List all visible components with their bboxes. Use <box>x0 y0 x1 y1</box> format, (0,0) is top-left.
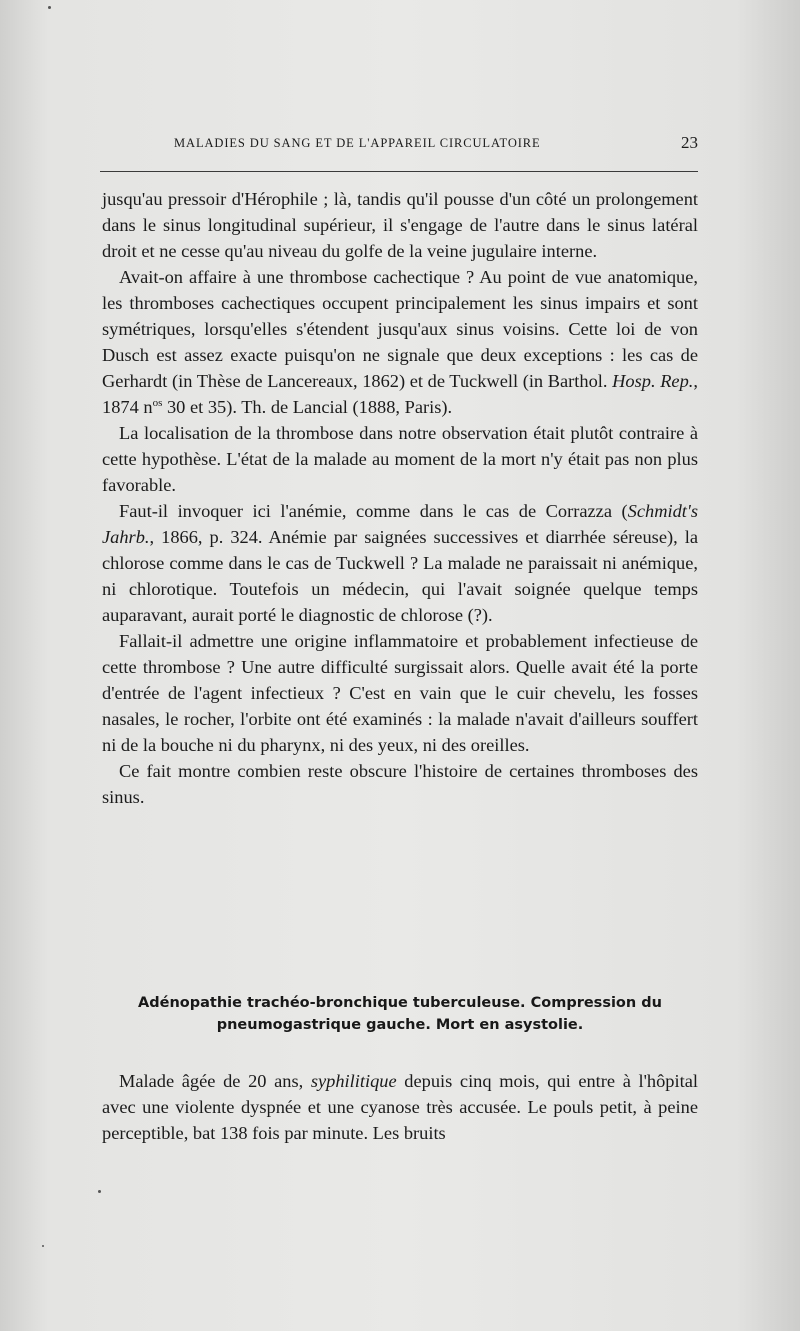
text-run: jusqu'au pressoir d'Hérophile ; là, tandis qu'il pousse d'un côté un prolongement dans le sinus longitudinal supérieur, il s'engage de l'autre dans le sinus latéral droit et ne cesse qu'au niveau du golfe de la veine jugulaire interne. <box>102 189 698 261</box>
text-run: , 1874 n <box>102 371 698 417</box>
running-title: MALADIES DU SANG ET DE L'APPAREIL CIRCULATOIRE <box>174 136 541 150</box>
body-paragraph <box>102 420 698 498</box>
body-paragraph <box>102 628 698 758</box>
text-run: Faut-il invoquer ici l'anémie, comme dans le cas de Corrazza ( <box>119 501 628 521</box>
page-number: 23 <box>681 133 698 152</box>
body-paragraph <box>102 186 698 264</box>
superscript-text: os <box>152 396 163 409</box>
italic-text: syphilitique <box>310 1071 397 1091</box>
section-title-line-2: pneumogastrique gauche. Mort en asystolie. <box>216 1017 584 1033</box>
observation-paragraph <box>102 1068 698 1146</box>
body-paragraph <box>102 264 698 420</box>
body-paragraph <box>102 498 698 628</box>
text-run: depuis cinq mois, qui entre à l'hôpital avec une violente dyspnée et une cyanose très accusée. Le pouls petit, à peine perceptible, bat 138 fois par minute. Les bruits <box>102 1071 698 1143</box>
body-text <box>102 186 698 810</box>
section-title <box>102 992 698 1036</box>
italic-text: Hosp. Rep. <box>612 371 694 391</box>
paper-speck <box>98 1190 101 1193</box>
text-run: Avait-on affaire à une thrombose cachectique ? Au point de vue anatomique, les thromboses cachectiques occupent principalement les sinus impairs et sont symétriques, lorsqu'elles s'étendent jusqu'aux sinus voisins. Cette loi de von Dusch est assez exacte puisqu'on ne signale que deux exceptions : les cas de Gerhardt (in Thèse de Lancereaux, 1862) et de Tuckwell (in Barthol. <box>102 267 698 391</box>
body-paragraph <box>102 758 698 810</box>
paper-speck <box>42 1245 44 1247</box>
observation-text <box>102 1068 698 1146</box>
text-run: , 1866, p. 324. Anémie par saignées successives et diarrhée séreuse), la chlorose comme dans le cas de Tuckwell ? La malade ne paraissait ni anémique, ni chlorotique. Toutefois un médecin, qui l'avait soignée quelque temps auparavant, aurait porté le diagnostic de chlorose (?). <box>102 527 698 625</box>
text-run: Fallait-il admettre une origine inflammatoire et probablement infectieuse de cette thrombose ? Une autre difficulté surgissait alors. Quelle avait été la porte d'entrée de l'agent infectieux ? C'est en vain que le cuir chevelu, les fosses nasales, le rocher, l'orbite ont été examinés : la malade n'avait d'ailleurs souffert ni de la bouche ni du pharynx, ni des yeux, ni des oreilles. <box>102 631 698 755</box>
italic-text: Schmidt's Jahrb. <box>102 501 698 547</box>
page-header <box>102 133 698 159</box>
text-run: Ce fait montre combien reste obscure l'histoire de certaines thromboses des sinus. <box>102 761 698 807</box>
text-run: La localisation de la thrombose dans notre observation était plutôt contraire à cette hypothèse. L'état de la malade au moment de la mort n'y était pas non plus favorable. <box>102 423 698 495</box>
text-run: Malade âgée de 20 ans, <box>119 1071 311 1091</box>
paper-speck <box>48 6 51 9</box>
text-run: 30 et 35). Th. de Lancial (1888, Paris). <box>162 397 453 417</box>
header-rule <box>100 171 698 172</box>
section-title-line-1: Adénopathie trachéo-bronchique tuberculeuse. Compression du <box>138 995 662 1011</box>
